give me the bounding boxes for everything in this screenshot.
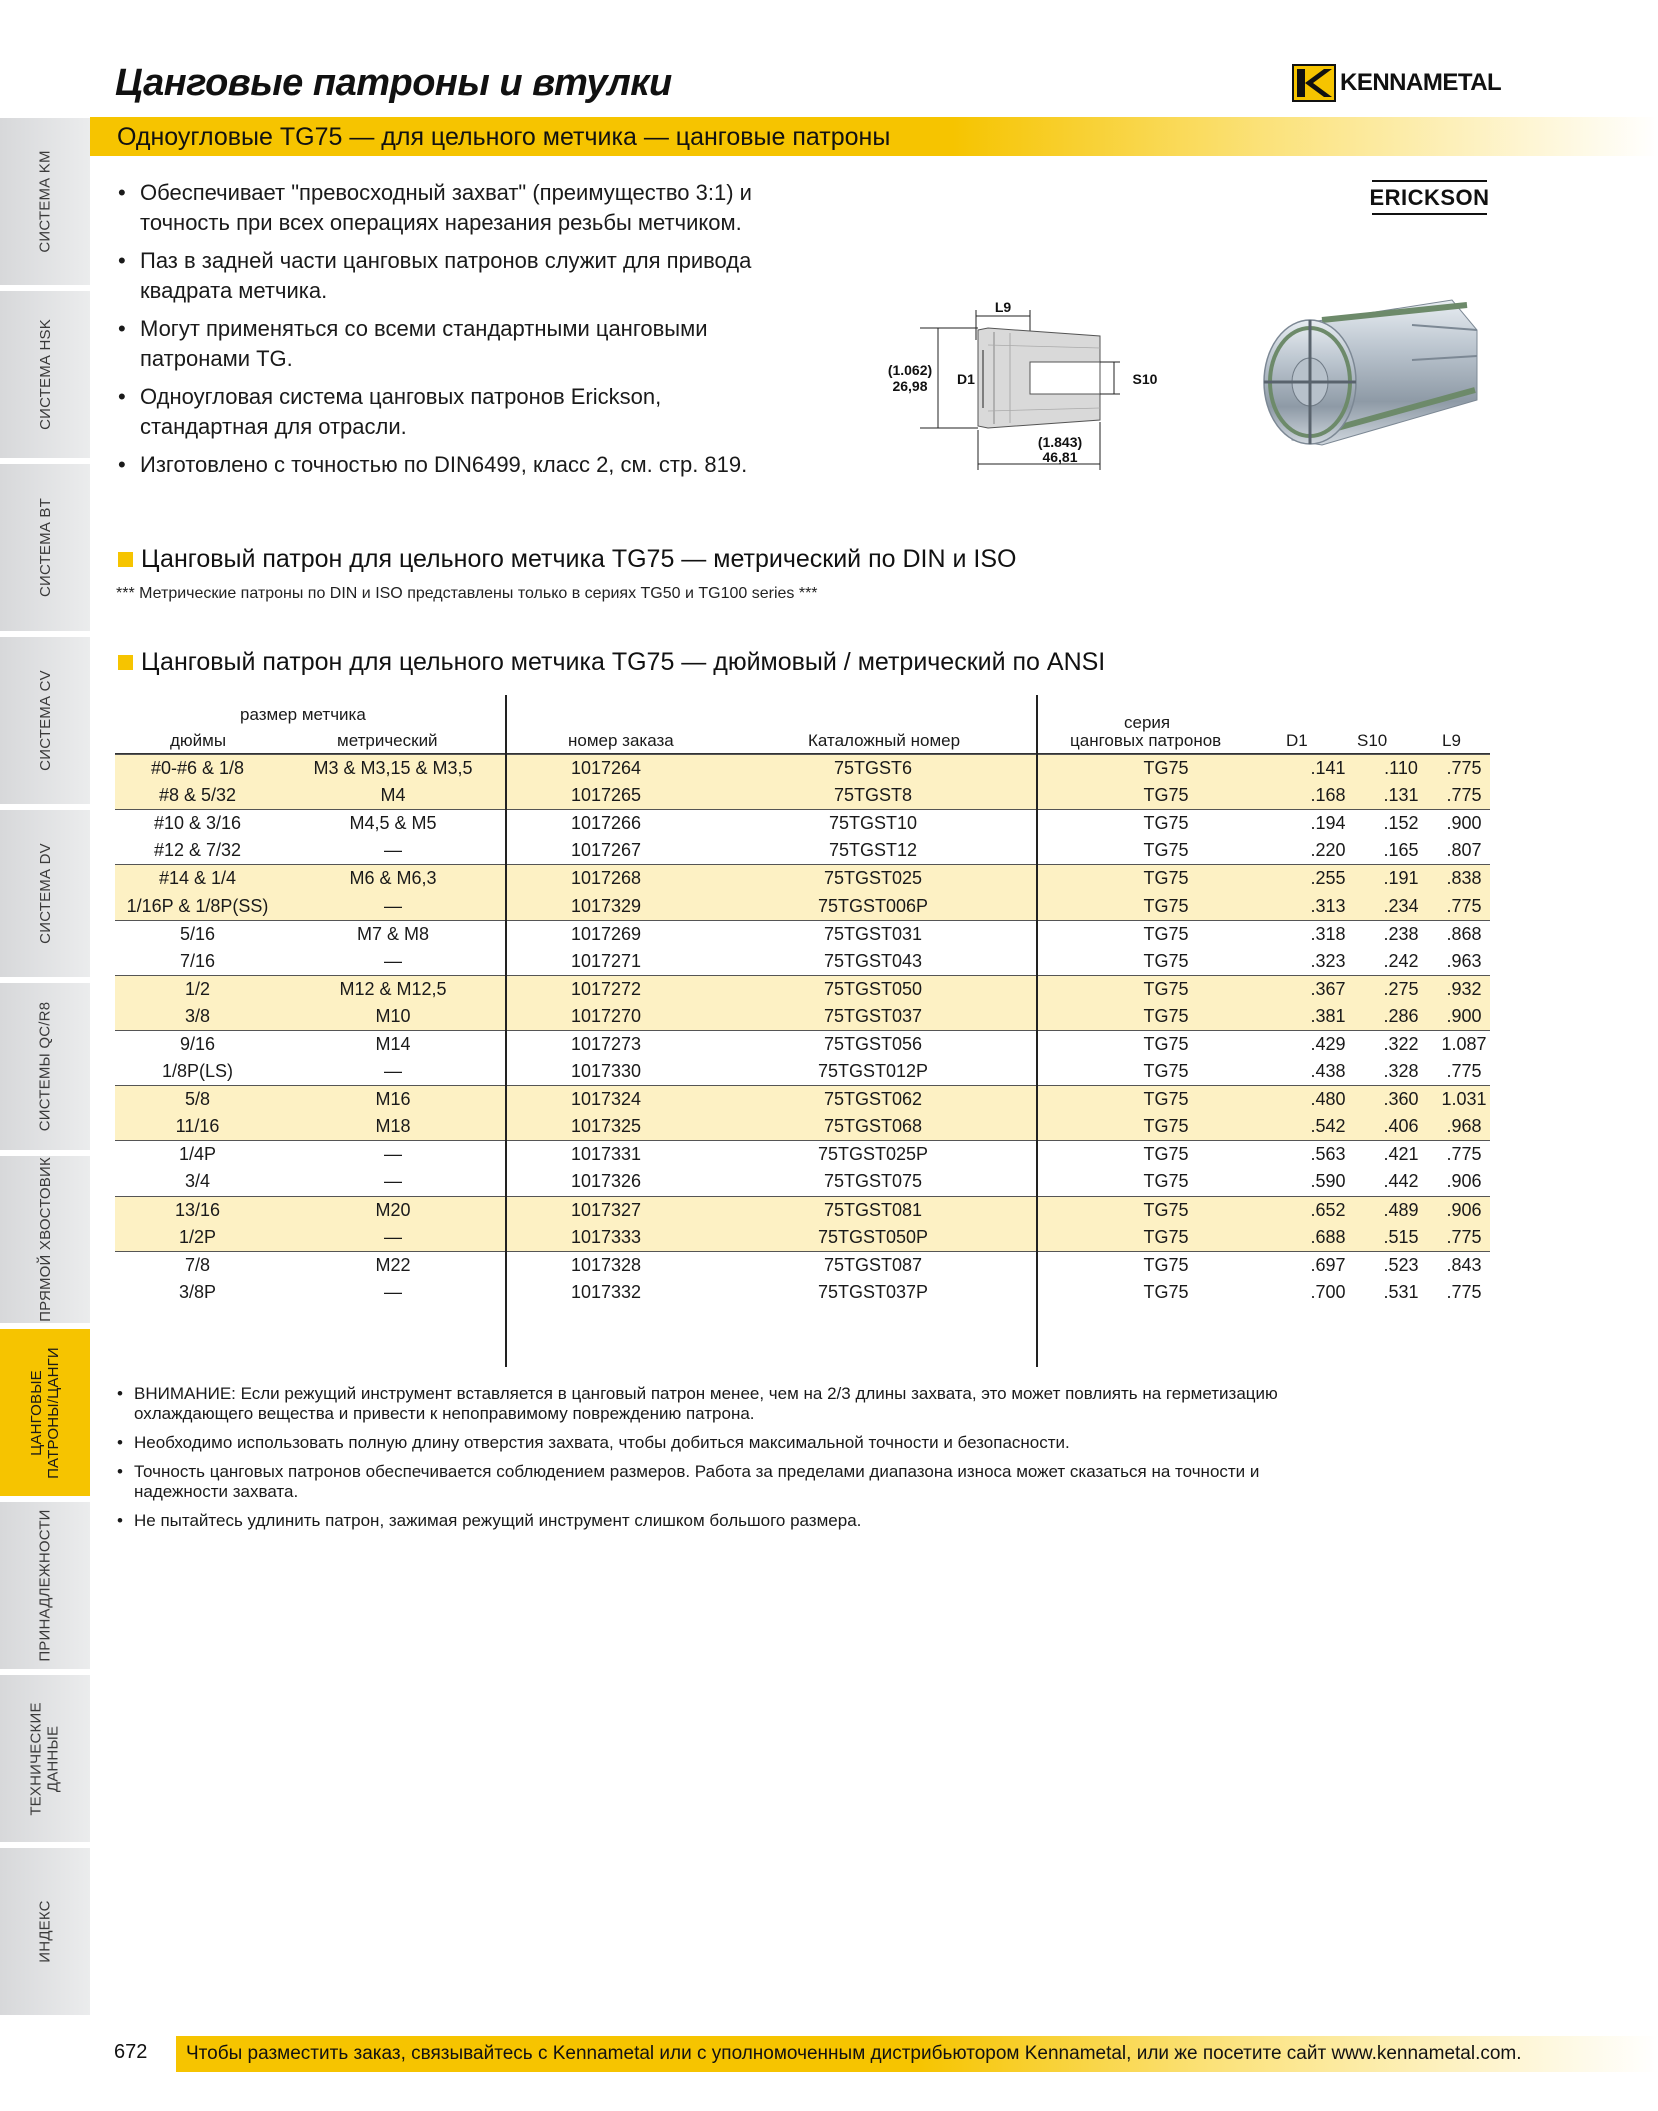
metric-size-cell: M22: [280, 1251, 506, 1279]
order-number-cell: 1017333: [506, 1224, 706, 1252]
l9-value-cell: .838: [1438, 865, 1490, 893]
inch-size-cell: #8 & 5/32: [115, 782, 280, 810]
d1-value-cell: .697: [1292, 1251, 1364, 1279]
inch-size-cell: 11/16: [115, 1113, 280, 1141]
metric-size-cell: M12 & M12,5: [280, 975, 506, 1003]
l9-value-cell: .932: [1438, 975, 1490, 1003]
sidebar-tab-label: ИНДЕКС: [36, 1900, 54, 1963]
l9-value-cell: .968: [1438, 1113, 1490, 1141]
d1-value-cell: .367: [1292, 975, 1364, 1003]
inch-size-cell: 3/8: [115, 1003, 280, 1031]
table-row: [115, 810, 1490, 838]
yellow-square-icon: [118, 655, 133, 670]
order-number-cell: 1017331: [506, 1141, 706, 1169]
d1-value-cell: .323: [1310, 950, 1346, 971]
sidebar-tab-label: [28, 1702, 62, 1815]
length-mm-label: 46,81: [1042, 449, 1078, 465]
d1-value-cell: .563: [1292, 1141, 1364, 1169]
table-row: [115, 948, 1490, 976]
collet-photo: [1252, 290, 1484, 460]
metric-size-cell: M4,5 & M5: [280, 810, 506, 838]
order-number-cell: 1017268: [506, 865, 706, 893]
collet-series-cell: TG75: [1040, 865, 1292, 893]
collet-series-cell: TG75: [1143, 1171, 1189, 1192]
table-body: [115, 755, 1490, 1307]
inch-size-cell: #14 & 1/4: [115, 865, 280, 893]
metric-size-cell: M16: [280, 1086, 506, 1114]
warning-list: [115, 1384, 1305, 1540]
inch-size-cell: 3/4: [184, 1171, 211, 1192]
s10-value-cell: .234: [1364, 892, 1438, 920]
erickson-logo: ERICKSON: [1372, 180, 1487, 215]
d1-value-cell: .168: [1292, 782, 1364, 810]
s10-value-cell: .531: [1383, 1282, 1419, 1303]
collet-series-cell: TG75: [1040, 755, 1292, 783]
collet-series-cell: TG75: [1040, 1030, 1292, 1058]
collet-series-cell: TG75: [1040, 1251, 1292, 1279]
metric-size-cell: —: [280, 892, 506, 920]
l9-value-cell: 1.087: [1438, 1030, 1490, 1058]
collet-series-cell: TG75: [1040, 1113, 1292, 1141]
l9-label: L9: [994, 299, 1012, 315]
metric-size-cell: —: [384, 1061, 402, 1082]
inch-size-cell: 1/2: [115, 975, 280, 1003]
catalog-number-cell: 75TGST056: [706, 1030, 1040, 1058]
d-inch-label: (1.062): [887, 362, 933, 378]
order-number-cell: 1017332: [570, 1282, 642, 1303]
sidebar-tab-label-line1: ЦАНГОВЫЕ: [28, 1369, 45, 1456]
l9-value-cell: .906: [1438, 1196, 1490, 1224]
inch-size-cell: #0-#6 & 1/8: [115, 755, 280, 783]
l9-value-cell: .963: [1446, 950, 1482, 971]
metric-size-cell: M7 & M8: [280, 920, 506, 948]
metric-size-cell: M18: [280, 1113, 506, 1141]
collet-series-cell: TG75: [1143, 840, 1189, 861]
header-order-number: номер заказа: [568, 731, 674, 750]
catalog-number-cell: 75TGST050P: [706, 1224, 1040, 1252]
order-number-cell: 1017326: [570, 1171, 642, 1192]
sidebar-tab-label: СИСТЕМА CV: [36, 670, 54, 771]
s10-value-cell: .238: [1364, 920, 1438, 948]
inch-size-cell: 1/4P: [115, 1141, 280, 1169]
catalog-number-cell: 75TGST050: [706, 975, 1040, 1003]
table-row: [115, 782, 1490, 810]
catalog-number-cell: 75TGST6: [706, 755, 1040, 783]
table-row: [115, 1224, 1490, 1252]
d1-value-cell: .141: [1292, 755, 1364, 783]
header-tap-size: размер метчика: [240, 705, 366, 724]
l9-value-cell: .775: [1438, 892, 1490, 920]
sidebar-tab-label-line2: ДАННЫЕ: [45, 1725, 63, 1792]
order-number-cell: 1017265: [506, 782, 706, 810]
l9-value-cell: 1.031: [1438, 1086, 1490, 1114]
table-row: [115, 1058, 1490, 1086]
order-number-cell: 1017330: [570, 1061, 642, 1082]
metric-size-cell: —: [280, 1224, 506, 1252]
length-inch-label: (1.843): [1037, 434, 1083, 450]
header-s10: S10: [1357, 731, 1388, 750]
collet-series-cell: TG75: [1040, 782, 1292, 810]
s10-value-cell: .442: [1383, 1171, 1419, 1192]
footer-text: Чтобы разместить заказ, связывайтесь с Kennametal или с уполномоченным дистрибьютором Kennametal, или же посетите сайт www.kennametal.com.: [186, 2043, 1522, 2064]
sidebar-tab-label: СИСТЕМА DV: [36, 843, 54, 944]
l9-value-cell: .775: [1438, 1224, 1490, 1252]
kennametal-logo: [1292, 64, 1501, 102]
warning-item: • ВНИМАНИЕ: Если режущий инструмент вставляется в цанговый патрон менее, чем на 2/3 длины захвата, это может повлиять на герметизацию охлаждающего вещества и привести к непоправимому повреждению патрона.: [115, 1384, 1305, 1424]
metric-size-cell: M10: [280, 1003, 506, 1031]
d1-value-cell: .255: [1292, 865, 1364, 893]
collet-series-cell: TG75: [1143, 1061, 1189, 1082]
order-number-cell: 1017269: [506, 920, 706, 948]
table-row: [115, 1141, 1490, 1169]
l9-value-cell: .775: [1446, 1282, 1482, 1303]
page-title: Цанговые патроны и втулки: [115, 62, 672, 104]
catalog-number-cell: 75TGST006P: [706, 892, 1040, 920]
catalog-number-cell: 75TGST8: [706, 782, 1040, 810]
sidebar-tab-qc-r8[interactable]: [0, 983, 90, 1153]
section-title: Цанговый патрон для цельного метчика TG75 — дюймовый / метрический по ANSI: [141, 648, 1106, 676]
sidebar-tab-label-line2: ПАТРОНЫ/ЦАНГИ: [45, 1346, 62, 1479]
table-row: [115, 1279, 1490, 1307]
s10-value-cell: .421: [1364, 1141, 1438, 1169]
page-number: 672: [114, 2041, 148, 2063]
d1-value-cell: .700: [1310, 1282, 1346, 1303]
table-row: [115, 975, 1490, 1003]
s10-value-cell: .165: [1383, 840, 1419, 861]
collet-series-cell: TG75: [1040, 920, 1292, 948]
order-number-cell: 1017273: [506, 1030, 706, 1058]
d1-value-cell: .480: [1292, 1086, 1364, 1114]
sidebar-tab-label: ПРЯМОЙ ХВОСТОВИК: [36, 1157, 54, 1322]
subheader-title: Одноугловые TG75 — для цельного метчика — цанговые патроны: [117, 123, 891, 151]
table-column-divider: [505, 695, 507, 1367]
d1-value-cell: .318: [1292, 920, 1364, 948]
header-metric: метрический: [337, 731, 438, 750]
s10-value-cell: .523: [1364, 1251, 1438, 1279]
order-number-cell: 1017264: [506, 755, 706, 783]
header-inch: дюймы: [170, 731, 227, 750]
collet-series-cell: TG75: [1040, 810, 1292, 838]
metric-size-cell: M3 & M3,15 & M3,5: [280, 755, 506, 783]
section-title: Цанговый патрон для цельного метчика TG75 — метрический по DIN и ISO: [141, 545, 1017, 573]
header-series-bottom: цанговых патронов: [1070, 731, 1222, 750]
table-row: [115, 1030, 1490, 1058]
sidebar-tab-label: СИСТЕМЫ QC/R8: [36, 1001, 54, 1132]
collet-series-cell: TG75: [1040, 1196, 1292, 1224]
metric-size-cell: M6 & M6,3: [280, 865, 506, 893]
warning-item: • Не пытайтесь удлинить патрон, зажимая режущий инструмент слишком большого размера.: [115, 1511, 1305, 1531]
s10-value-cell: .191: [1364, 865, 1438, 893]
order-number-cell: 1017272: [506, 975, 706, 1003]
catalog-number-cell: 75TGST037P: [817, 1282, 929, 1303]
s10-value-cell: .242: [1383, 950, 1419, 971]
s10-value-cell: .406: [1364, 1113, 1438, 1141]
sidebar-tab-label: [28, 1347, 62, 1479]
order-number-cell: 1017324: [506, 1086, 706, 1114]
inch-size-cell: 5/8: [115, 1086, 280, 1114]
s10-value-cell: .131: [1364, 782, 1438, 810]
s10-value-cell: .328: [1383, 1061, 1419, 1082]
table-row: [115, 1086, 1490, 1114]
d1-value-cell: .429: [1292, 1030, 1364, 1058]
yellow-square-icon: [118, 552, 133, 567]
sidebar-tab-label: СИСТЕМА HSK: [36, 319, 54, 430]
section-ansi-heading: [118, 648, 1105, 677]
d1-value-cell: .313: [1292, 892, 1364, 920]
catalog-number-cell: 75TGST087: [706, 1251, 1040, 1279]
d1-value-cell: .220: [1310, 840, 1346, 861]
inch-size-cell: 1/2P: [115, 1224, 280, 1252]
d1-value-cell: .381: [1292, 1003, 1364, 1031]
sidebar-tab-straight-shank[interactable]: [0, 1156, 90, 1326]
s10-value-cell: .110: [1364, 755, 1438, 783]
section-note: *** Метрические патроны по DIN и ISO представлены только в сериях TG50 и TG100 series ***: [116, 585, 818, 602]
inch-size-cell: #12 & 7/32: [153, 840, 242, 861]
l9-value-cell: .775: [1438, 782, 1490, 810]
metric-size-cell: —: [280, 1141, 506, 1169]
header-l9: L9: [1442, 731, 1461, 750]
order-number-cell: 1017327: [506, 1196, 706, 1224]
sidebar-tab-label: СИСТЕМА BT: [36, 498, 54, 597]
collet-series-cell: TG75: [1040, 1224, 1292, 1252]
s10-value-cell: .322: [1364, 1030, 1438, 1058]
collet-series-cell: TG75: [1143, 950, 1189, 971]
metric-size-cell: —: [384, 950, 402, 971]
d1-value-cell: .438: [1310, 1061, 1346, 1082]
collet-drawing: [870, 290, 1220, 490]
l9-value-cell: .900: [1438, 810, 1490, 838]
inch-size-cell: 5/16: [115, 920, 280, 948]
order-number-cell: 1017328: [506, 1251, 706, 1279]
order-number-cell: 1017270: [506, 1003, 706, 1031]
table-row: [115, 1113, 1490, 1141]
l9-value-cell: .900: [1438, 1003, 1490, 1031]
table-row: [115, 755, 1490, 783]
collet-series-cell: TG75: [1040, 892, 1292, 920]
table-row: [115, 865, 1490, 893]
header-d1: D1: [1286, 731, 1308, 750]
catalog-number-cell: 75TGST062: [706, 1086, 1040, 1114]
l9-value-cell: .843: [1438, 1251, 1490, 1279]
sidebar-tab-accessories[interactable]: [0, 1502, 90, 1672]
table-row: [115, 1196, 1490, 1224]
metric-size-cell: M20: [280, 1196, 506, 1224]
d1-value-cell: .542: [1292, 1113, 1364, 1141]
sidebar-tab-index[interactable]: [0, 1848, 90, 2018]
d-mm-label: 26,98: [892, 378, 928, 394]
s10-value-cell: .275: [1364, 975, 1438, 1003]
sidebar-tab-bt[interactable]: [0, 464, 90, 634]
feature-item: • Обеспечивает "превосходный захват" (преимущество 3:1) и точность при всех операциях нарезания резьбы метчиком.: [118, 178, 778, 238]
inch-size-cell: 1/8P(LS): [161, 1061, 234, 1082]
table-row: [115, 1251, 1490, 1279]
sidebar-tab-km[interactable]: [0, 118, 90, 288]
l9-value-cell: .807: [1446, 840, 1482, 861]
d1-value-cell: .652: [1292, 1196, 1364, 1224]
d1-value-cell: .194: [1292, 810, 1364, 838]
metric-size-cell: —: [384, 840, 402, 861]
sidebar-tab-collets[interactable]: [0, 1329, 90, 1499]
order-number-cell: 1017271: [570, 950, 642, 971]
l9-value-cell: .775: [1446, 1061, 1482, 1082]
feature-item: • Паз в задней части цанговых патронов служит для привода квадрата метчика.: [118, 246, 778, 306]
catalog-number-cell: 75TGST075: [823, 1171, 923, 1192]
collet-series-cell: TG75: [1040, 1141, 1292, 1169]
feature-item: • Изготовлено с точностью по DIN6499, класс 2, см. стр. 819.: [118, 450, 778, 480]
feature-item: • Одноугловая система цанговых патронов Erickson, стандартная для отрасли.: [118, 382, 778, 442]
collet-series-cell: TG75: [1143, 1282, 1189, 1303]
warning-item: • Необходимо использовать полную длину отверстия захвата, чтобы добиться максимальной точности и безопасности.: [115, 1433, 1305, 1453]
inch-size-cell: 13/16: [115, 1196, 280, 1224]
d1-label: D1: [957, 371, 975, 387]
catalog-number-cell: 75TGST025: [706, 865, 1040, 893]
sidebar-tab-label: СИСТЕМА KM: [36, 150, 54, 253]
inch-size-cell: #10 & 3/16: [115, 810, 280, 838]
catalog-number-cell: 75TGST043: [823, 950, 923, 971]
order-number-cell: 1017266: [506, 810, 706, 838]
catalog-number-cell: 75TGST012P: [817, 1061, 929, 1082]
table-row: [115, 1168, 1490, 1196]
s10-value-cell: .152: [1364, 810, 1438, 838]
header-catalog-number: Каталожный номер: [808, 731, 961, 750]
metric-size-cell: —: [384, 1282, 402, 1303]
catalog-number-cell: 75TGST12: [828, 840, 918, 861]
table-row: [115, 920, 1490, 948]
sidebar-tab-tech-data[interactable]: [0, 1675, 90, 1845]
s10-value-cell: .489: [1364, 1196, 1438, 1224]
inch-size-cell: 3/8P: [178, 1282, 217, 1303]
s10-value-cell: .360: [1364, 1086, 1438, 1114]
order-number-cell: 1017267: [570, 840, 642, 861]
section-din-iso-heading: [118, 545, 1016, 574]
inch-size-cell: 7/8: [115, 1251, 280, 1279]
s10-value-cell: .286: [1364, 1003, 1438, 1031]
table-row: [115, 1003, 1490, 1031]
collet-table: [115, 754, 1490, 1306]
collet-series-cell: TG75: [1040, 1086, 1292, 1114]
l9-value-cell: .775: [1438, 755, 1490, 783]
sidebar-tab-label: ПРИНАДЛЕЖНОСТИ: [36, 1509, 54, 1662]
order-number-cell: 1017325: [506, 1113, 706, 1141]
catalog-number-cell: 75TGST031: [706, 920, 1040, 948]
sidebar-tab-hsk[interactable]: [0, 291, 90, 461]
order-number-cell: 1017329: [506, 892, 706, 920]
table-row: [115, 892, 1490, 920]
collet-series-cell: TG75: [1040, 1003, 1292, 1031]
table-row: [115, 837, 1490, 865]
warning-item: • Точность цанговых патронов обеспечивается соблюдением размеров. Работа за пределами диапазона износа может сказаться на точности и надежности захвата.: [115, 1462, 1305, 1502]
catalog-number-cell: 75TGST025P: [706, 1141, 1040, 1169]
metric-size-cell: M4: [280, 782, 506, 810]
d1-value-cell: .688: [1292, 1224, 1364, 1252]
inch-size-cell: 9/16: [115, 1030, 280, 1058]
table-column-divider: [1036, 695, 1038, 1367]
l9-value-cell: .868: [1438, 920, 1490, 948]
kennametal-k-icon: [1292, 64, 1336, 102]
catalog-number-cell: 75TGST10: [706, 810, 1040, 838]
metric-size-cell: M14: [280, 1030, 506, 1058]
inch-size-cell: 7/16: [179, 950, 216, 971]
s10-label: S10: [1132, 371, 1158, 387]
catalog-number-cell: 75TGST081: [706, 1196, 1040, 1224]
feature-list: [118, 178, 778, 488]
catalog-number-cell: 75TGST068: [706, 1113, 1040, 1141]
catalog-number-cell: 75TGST037: [706, 1003, 1040, 1031]
brand-name: KENNAMETAL: [1340, 69, 1502, 96]
d1-value-cell: .590: [1310, 1171, 1346, 1192]
metric-size-cell: —: [384, 1171, 402, 1192]
sidebar-tab-cv[interactable]: [0, 637, 90, 807]
feature-item: • Могут применяться со всеми стандартными цанговыми патронами TG.: [118, 314, 778, 374]
sidebar-tab-label-line1: ТЕХНИЧЕСКИЕ: [28, 1701, 46, 1816]
l9-value-cell: .906: [1446, 1171, 1482, 1192]
sidebar-tab-dv[interactable]: [0, 810, 90, 980]
l9-value-cell: .775: [1438, 1141, 1490, 1169]
header-series-top: серия: [1124, 713, 1171, 732]
collet-series-cell: TG75: [1040, 975, 1292, 1003]
s10-value-cell: .515: [1364, 1224, 1438, 1252]
inch-size-cell: 1/16P & 1/8P(SS): [115, 892, 280, 920]
